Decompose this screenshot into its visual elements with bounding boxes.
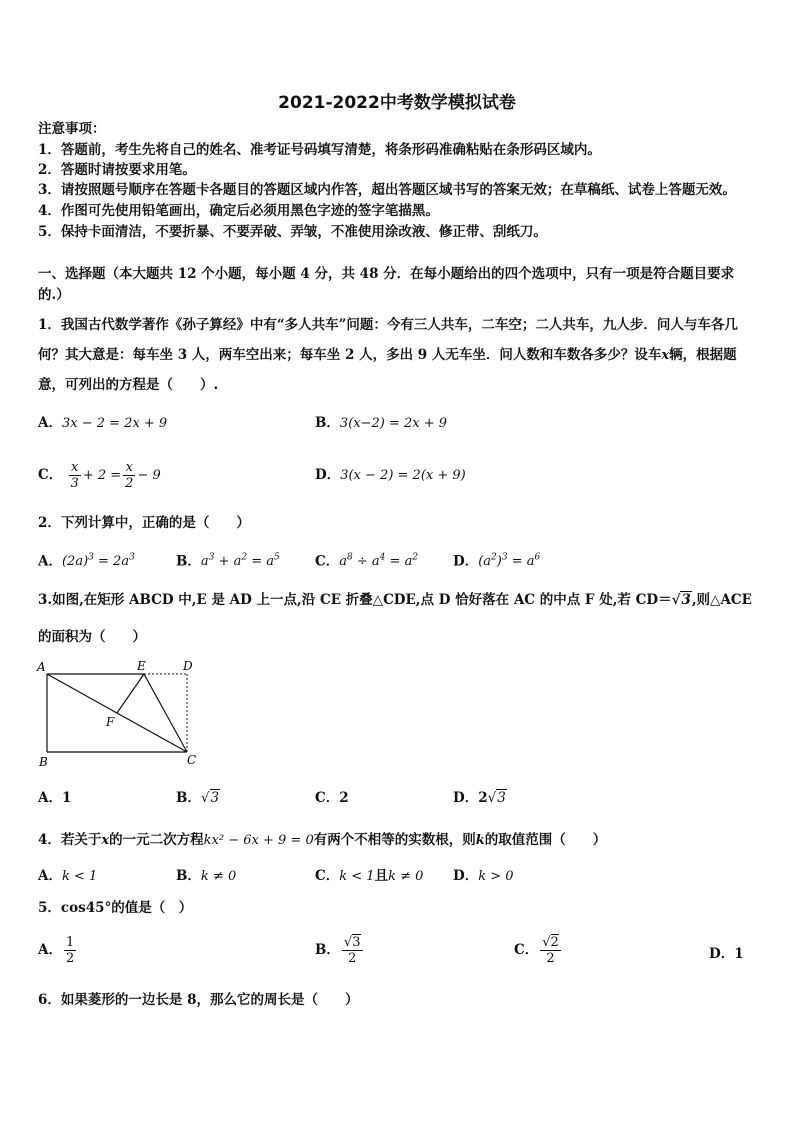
q1-option-c-end: − 9 — [137, 468, 161, 483]
q1-option-b[interactable] — [315, 414, 447, 433]
q5-option-d[interactable] — [709, 945, 744, 963]
section-heading-line2: 的.） — [38, 287, 70, 303]
q4-stem — [38, 831, 606, 850]
notice-item-3: 3．请按照题号顺序在答题卡各题目的答题区域内作答，超出答题区域书写的答案无效；在草稿纸、试卷上答题无效。 — [38, 182, 736, 198]
page-title: 2021-2022中考数学模拟试卷 — [278, 93, 516, 113]
q2-option-d-label: D． — [453, 553, 479, 570]
q3-option-a[interactable] — [38, 789, 71, 807]
q4-option-c-and: 且 — [374, 868, 389, 884]
q1-option-d-label: D． — [315, 467, 341, 483]
q1-option-c-label: C． — [38, 467, 63, 483]
q3-option-b-sqrt: √3 — [200, 790, 220, 806]
label-c: C — [187, 753, 197, 767]
q2-option-b-label: B． — [176, 553, 201, 570]
q1-option-c[interactable] — [38, 460, 161, 491]
q3-option-d-coef: 2 — [478, 790, 488, 806]
segment-ef — [117, 674, 144, 713]
q4-option-b[interactable] — [176, 867, 236, 886]
q1-option-d[interactable] — [315, 466, 466, 485]
q5-option-a[interactable] — [38, 935, 78, 966]
q1-option-b-label: B． — [315, 415, 340, 431]
notice-item-2: 2．答题时请按要求用笔。 — [38, 162, 196, 178]
q3-stem-line1 — [38, 591, 752, 609]
q4-option-d[interactable] — [453, 867, 514, 886]
q4-option-d-label: D． — [453, 868, 479, 884]
q1-stem-line1: 1．我国古代数学著作《孙子算经》中有“多人共车”问题：今有三人共车，二车空；二人共车，九人步．问人与车各几 — [38, 317, 738, 333]
q3-stem-text-a: 3.如图,在矩形 ABCD 中,E 是 AD 上一点,沿 CE 折叠△CDE,点 D 恰好落在 AC 的中点 F 处,若 CD＝ — [38, 592, 672, 608]
q4-option-b-label: B． — [176, 868, 201, 884]
q3-option-c-value: 2 — [339, 790, 349, 806]
q5-option-c[interactable] — [514, 935, 563, 966]
q3-option-c[interactable] — [315, 789, 349, 807]
q2-option-c[interactable]: C．$a^8 \div a^4 = a^2$ — [315, 553, 419, 570]
q1-option-a-expr: 3x − 2 = 2x + 9 — [61, 416, 168, 431]
q4-option-b-expr: k ≠ 0 — [200, 869, 237, 884]
q5-option-a-frac: $\frac{1}{2}$ — [65, 935, 75, 966]
q4-option-d-expr: k > 0 — [478, 869, 514, 884]
q5-stem: 5．cos45°的值是（ ） — [38, 900, 193, 916]
q4-option-a-label: A． — [38, 868, 62, 884]
label-a: A — [37, 660, 46, 674]
q3-option-c-label: C． — [315, 790, 340, 806]
q3-sqrt-3: √3 — [671, 592, 691, 608]
q1-stem-line3: 意，可列出的方程是（ ）. — [38, 377, 219, 393]
label-f: F — [106, 715, 115, 729]
q5-option-c-label: C． — [514, 942, 539, 958]
q4-option-c-expr-b: k ≠ 0 — [388, 869, 424, 884]
label-d: D — [183, 659, 193, 673]
q5-option-b-frac: $\frac{√3}{2}$ — [343, 935, 361, 966]
q2-option-a[interactable]: A．$(2a)^3 = 2a^3$ — [38, 553, 135, 570]
notice-item-4: 4．作图可先使用铅笔画出，确定后必须用黑色字迹的签字笔描黑。 — [38, 203, 439, 219]
q5-option-b[interactable] — [315, 935, 365, 966]
q5-option-a-label: A． — [38, 942, 62, 958]
q4-equation: kx² − 6x + 9 = 0 — [203, 833, 314, 848]
q1-option-c-frac1: $\frac{x}{3}$ — [70, 460, 79, 491]
q1-option-a-label: A． — [38, 415, 62, 431]
q2-option-c-label: C． — [315, 553, 340, 570]
q4-var-k: k — [475, 833, 485, 848]
q1-option-c-mid: + 2 = — [82, 468, 122, 483]
q1-stem-text-b: 辆，根据题 — [669, 347, 737, 363]
q4-option-c[interactable] — [315, 867, 423, 886]
q1-option-d-expr: 3(x − 2) = 2(x + 9) — [340, 468, 466, 483]
section-heading-line1: 一、选择题（本大题共 12 个小题，每小题 4 分，共 48 分．在每小题给出的四个选项中，只有一项是符合题目要求 — [38, 266, 735, 282]
q1-option-a[interactable] — [38, 414, 167, 433]
q2-option-b[interactable]: B．$a^3 + a^2 = a^5$ — [176, 553, 280, 570]
q1-stem-line2 — [38, 346, 737, 365]
q3-option-d-label: D． — [453, 790, 479, 806]
q5-option-d-value: 1 — [734, 946, 744, 962]
q1-var-x: x — [661, 348, 670, 363]
q1-stem-text-a: 何？其大意是：每车坐 3 人，两车空出来；每车坐 2 人，多出 9 人无车坐．问人数和车数各多少？设车 — [38, 347, 662, 363]
q3-option-b-label: B． — [176, 790, 201, 806]
q3-option-a-label: A． — [38, 790, 62, 806]
q4-var-x: x — [101, 833, 110, 848]
q1-option-b-expr: 3(x−2) = 2x + 9 — [339, 416, 448, 431]
q3-stem-text-b: ,则△ACE — [691, 592, 752, 608]
q4-stem-text-c: 有两个不相等的实数根，则 — [313, 832, 476, 848]
notice-item-5: 5．保持卡面清洁，不要折暴、不要弄破、弄皱，不准使用涂改液、修正带、刮纸刀。 — [38, 224, 547, 240]
q3-option-b[interactable] — [176, 789, 220, 807]
q4-option-a[interactable] — [38, 867, 97, 886]
notice-heading: 注意事项： — [38, 121, 106, 137]
q4-stem-text-b: 的一元二次方程 — [109, 832, 204, 848]
q4-stem-text-a: 4．若关于 — [38, 832, 102, 848]
q2-stem: 2．下列计算中，正确的是（ ） — [38, 515, 250, 531]
q4-option-c-label: C． — [315, 868, 340, 884]
q4-stem-text-d: 的取值范围（ ） — [484, 832, 607, 848]
q3-option-a-value: 1 — [61, 790, 72, 806]
q3-stem-line2: 的面积为（ ） — [38, 629, 146, 645]
q6-stem: 6．如果菱形的一边长是 8，那么它的周长是（ ） — [38, 992, 359, 1008]
label-e: E — [137, 659, 146, 673]
label-b: B — [39, 755, 48, 769]
q3-option-d-sqrt: √3 — [487, 790, 506, 806]
q4-option-a-expr: k < 1 — [61, 869, 98, 884]
q5-option-b-label: B． — [315, 942, 340, 958]
notice-item-1: 1．答题前，考生先将自己的姓名、准考证号码填写清楚，将条形码准确粘贴在条形码区域内。 — [38, 142, 601, 158]
q2-option-d[interactable]: D．$(a^2)^3 = a^6$ — [453, 553, 541, 570]
q5-option-d-label: D． — [709, 946, 735, 962]
q3-option-d[interactable] — [453, 789, 507, 807]
q2-option-a-label: A． — [38, 553, 62, 570]
q3-rectangle-figure — [34, 656, 204, 772]
q1-option-c-frac2: $\frac{x}{2}$ — [125, 460, 134, 491]
q4-option-c-expr-a: k < 1 — [339, 869, 375, 884]
q5-option-c-frac: $\frac{√2}{2}$ — [542, 935, 559, 966]
